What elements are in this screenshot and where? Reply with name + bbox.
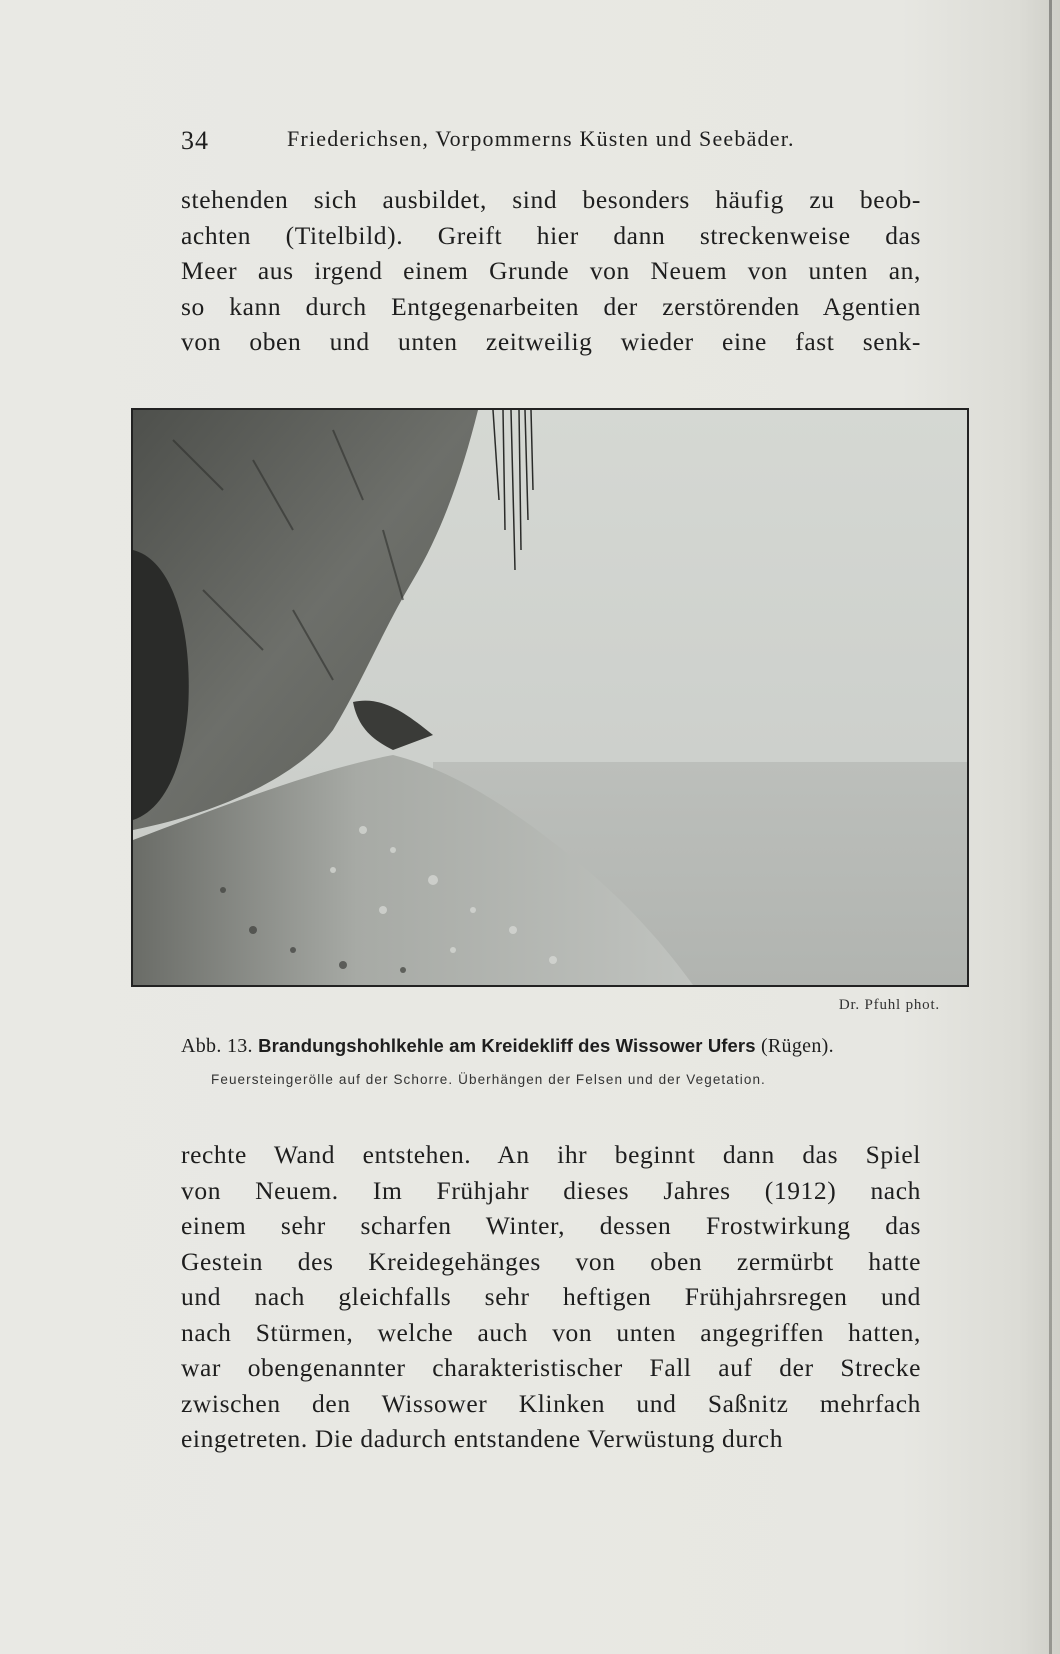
photo-illustration [133,410,967,985]
text-line: war obengenannter charakteristischer Fall auf der Strecke [181,1353,921,1382]
caption-suffix: (Rügen). [760,1035,834,1057]
caption-prefix: Abb. 13. [181,1035,253,1057]
figure-subcaption: Feuersteingerölle auf der Schorre. Überhängen der Felsen und der Vegetation. [211,1072,766,1087]
text-line: achten (Titelbild). Greift hier dann streckenweise das [181,220,921,250]
text-line: rechte Wand entstehen. An ihr beginnt dann das Spiel [181,1140,921,1169]
text-line: nach Stürmen, welche auch von unten angegriffen hatten, [181,1317,921,1347]
figure-caption [181,1035,941,1058]
text-line: von Neuem. Im Frühjahr dieses Jahres (1912) nach [181,1175,921,1205]
text-line: und nach gleichfalls sehr heftigen Frühjahrsregen und [181,1282,921,1311]
page-edge [1049,0,1052,1654]
text-line: Gestein des Kreidegehänges von oben zermürbt hatte [181,1246,921,1276]
text-line: zwischen den Wissower Klinken und Saßnitz mehrfach [181,1388,921,1418]
paragraph-bottom [181,1137,921,1457]
figure-photo [131,408,969,987]
text-line: von oben und unten zeitweilig wieder eine fast senk- [181,327,921,356]
text-line: so kann durch Entgegenarbeiten der zerstörenden Agentien [181,291,921,321]
text-line: Meer aus irgend einem Grunde von Neuem von unten an, [181,256,921,285]
page-header [181,126,941,158]
text-line: eingetreten. Die dadurch entstandene Verwüstung durch [181,1424,784,1453]
caption-title: Brandungshohlkehle am Kreidekliff des Wissower Ufers [258,1035,756,1056]
page-number: 34 [181,126,209,155]
paragraph-top [181,182,921,360]
text-line: einem sehr scharfen Winter, dessen Frostwirkung das [181,1211,921,1240]
running-head: Friederichsen, Vorpommerns Küsten und Seebäder. [287,126,795,151]
text-line: stehenden sich ausbildet, sind besonders häufig zu beob- [181,185,921,214]
photo-credit: Dr. Pfuhl phot. [838,997,940,1013]
